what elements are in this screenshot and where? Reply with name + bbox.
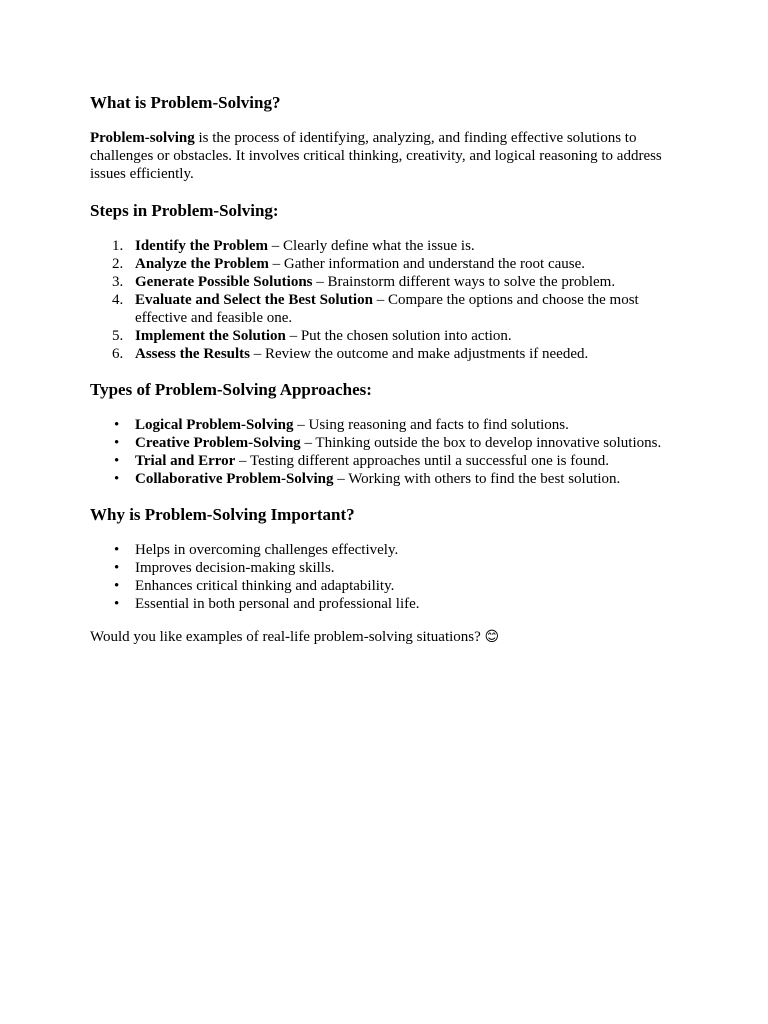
list-item xyxy=(90,291,690,327)
step-number: 6. xyxy=(112,346,124,362)
list-item xyxy=(90,327,690,345)
why-item-text: Improves decision-making skills. xyxy=(135,560,335,576)
step-title: Evaluate and Select the Best Solution xyxy=(135,292,373,308)
bullet-icon: • xyxy=(114,596,120,612)
bullet-icon: • xyxy=(114,453,120,469)
list-item xyxy=(90,345,690,363)
steps-list xyxy=(90,237,690,363)
type-description: – Thinking outside the box to develop innovative solutions. xyxy=(300,435,662,451)
document-page xyxy=(90,92,690,646)
step-number: 4. xyxy=(112,292,124,308)
step-description: – Gather information and understand the root cause. xyxy=(268,256,586,272)
intro-bold-term: Problem-solving xyxy=(90,130,195,146)
step-description: – Clearly define what the issue is. xyxy=(268,238,475,254)
list-item xyxy=(90,434,690,452)
step-title: Analyze the Problem xyxy=(135,256,269,272)
intro-text: is the process of identifying, analyzing, and finding effective solutions to challenges or obstacles. It involves critical thinking, creativity, and logical reasoning to address issues efficiently. xyxy=(90,130,662,182)
list-item xyxy=(90,577,690,595)
why-list xyxy=(90,541,690,613)
closing-text: Would you like examples of real-life problem-solving situations? xyxy=(90,629,485,645)
smiley-icon: 😊 xyxy=(484,629,500,645)
bullet-icon: • xyxy=(114,417,120,433)
step-title: Identify the Problem xyxy=(135,238,269,254)
step-title: Generate Possible Solutions xyxy=(135,274,313,290)
type-title: Creative Problem-Solving xyxy=(135,435,301,451)
list-item xyxy=(90,541,690,559)
step-number: 1. xyxy=(112,238,124,254)
why-item-text: Essential in both personal and professional life. xyxy=(135,596,420,612)
list-item xyxy=(90,273,690,291)
list-item xyxy=(90,470,690,488)
intro-paragraph xyxy=(90,129,690,183)
closing-question xyxy=(90,628,690,646)
bullet-icon: • xyxy=(114,435,120,451)
step-title: Assess the Results xyxy=(135,346,251,362)
list-item xyxy=(90,416,690,434)
bullet-icon: • xyxy=(114,578,120,594)
list-item xyxy=(90,237,690,255)
types-heading: Types of Problem-Solving Approaches: xyxy=(90,380,372,399)
list-item xyxy=(90,255,690,273)
type-description: – Testing different approaches until a successful one is found. xyxy=(235,453,609,469)
type-title: Logical Problem-Solving xyxy=(135,417,294,433)
step-description: – Review the outcome and make adjustments if needed. xyxy=(250,346,589,362)
bullet-icon: • xyxy=(114,560,120,576)
why-item-text: Enhances critical thinking and adaptability. xyxy=(135,578,395,594)
step-description: – Put the chosen solution into action. xyxy=(285,328,512,344)
list-item xyxy=(90,452,690,470)
step-number: 2. xyxy=(112,256,124,272)
why-item-text: Helps in overcoming challenges effectively. xyxy=(135,542,399,558)
list-item xyxy=(90,559,690,577)
step-description: – Brainstorm different ways to solve the problem. xyxy=(312,274,616,290)
steps-heading: Steps in Problem-Solving: xyxy=(90,201,279,220)
why-heading: Why is Problem-Solving Important? xyxy=(90,505,355,524)
type-description: – Using reasoning and facts to find solutions. xyxy=(293,417,569,433)
type-title: Trial and Error xyxy=(135,453,236,469)
step-description: – Compare the options and choose the most effective and feasible one. xyxy=(135,292,639,326)
type-description: – Working with others to find the best solution. xyxy=(333,471,621,487)
step-title: Implement the Solution xyxy=(135,328,286,344)
bullet-icon: • xyxy=(114,542,120,558)
types-list xyxy=(90,416,690,488)
step-number: 3. xyxy=(112,274,124,290)
step-number: 5. xyxy=(112,328,124,344)
list-item xyxy=(90,595,690,613)
bullet-icon: • xyxy=(114,471,120,487)
type-title: Collaborative Problem-Solving xyxy=(135,471,334,487)
page-title: What is Problem-Solving? xyxy=(90,93,281,112)
